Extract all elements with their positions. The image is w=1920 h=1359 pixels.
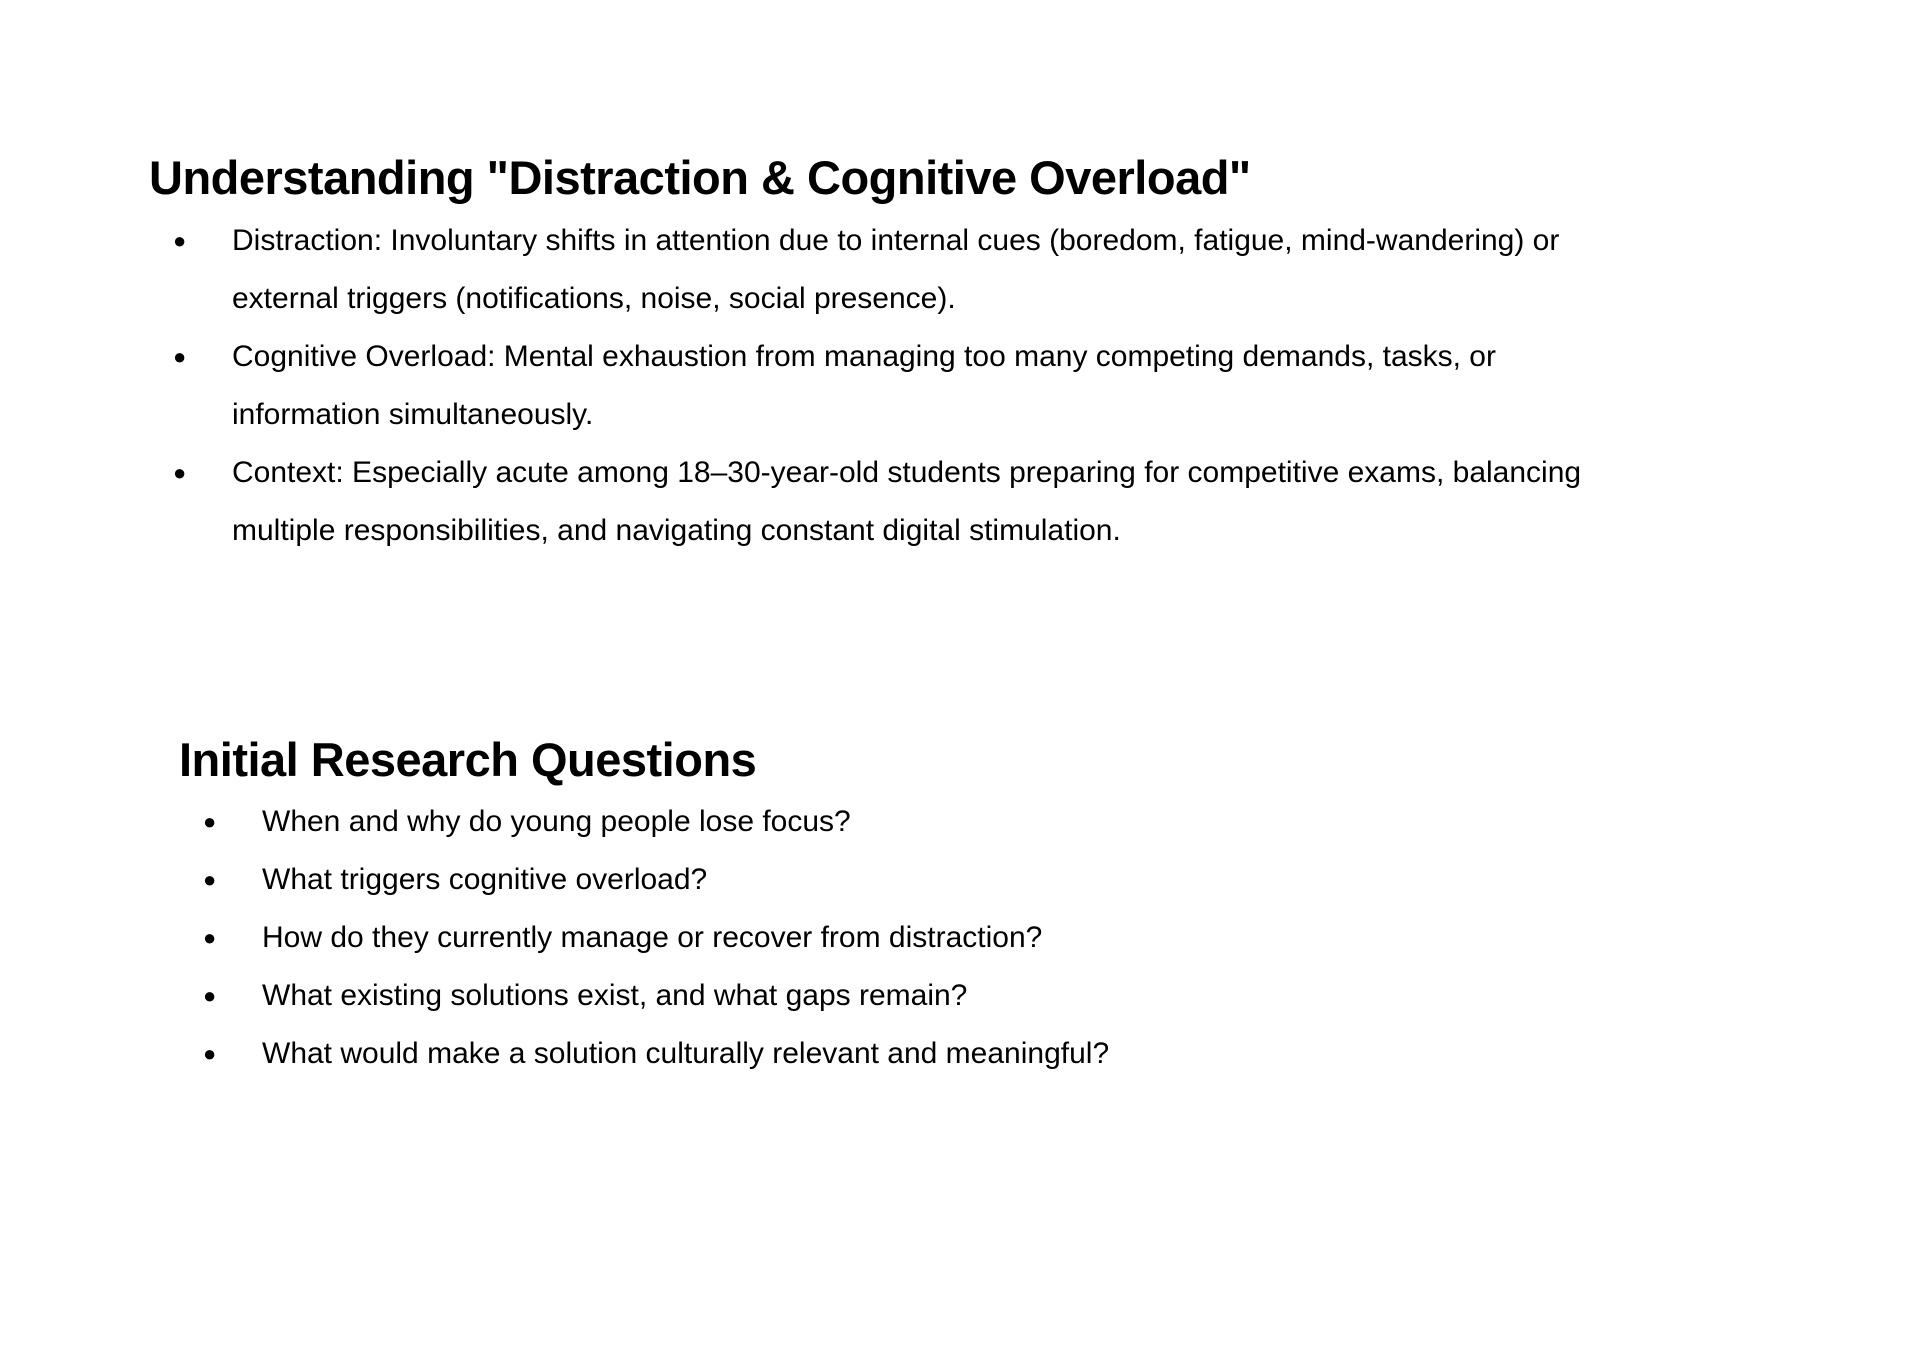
list-item-text: Context: Especially acute among 18–30-year-old students preparing for competitive exams, balancing multiple responsibilities, and navigating constant digital stimulation. [232, 456, 1582, 547]
list-item-text: When and why do young people lose focus? [262, 805, 851, 838]
bullet-icon: ● [203, 925, 217, 950]
list-item [149, 328, 1652, 444]
list-item [179, 967, 1779, 1025]
list-item [179, 1025, 1779, 1083]
list-item-text: Cognitive Overload: Mental exhaustion from managing too many competing demands, tasks, or information simultaneously. [232, 340, 1496, 431]
list-item [179, 909, 1779, 967]
research-questions-heading: Initial Research Questions [179, 733, 757, 786]
list-item-text: What existing solutions exist, and what gaps remain? [262, 979, 968, 1012]
list-item [149, 444, 1652, 560]
bullet-icon: ● [173, 228, 187, 253]
list-item [179, 793, 1779, 851]
understanding-heading: Understanding "Distraction & Cognitive Overload" [149, 151, 1251, 204]
bullet-icon: ● [203, 867, 217, 892]
bullet-icon: ● [173, 344, 187, 369]
list-item-text: How do they currently manage or recover from distraction? [262, 921, 1043, 954]
research-questions-list [179, 793, 1779, 1083]
list-item-text: Distraction: Involuntary shifts in attention due to internal cues (boredom, fatigue, mind-wandering) or external triggers (notifications, noise, social presence). [232, 224, 1560, 315]
bullet-icon: ● [203, 983, 217, 1008]
understanding-section [149, 148, 1789, 560]
list-item-text: What triggers cognitive overload? [262, 863, 708, 896]
research-questions-section [179, 730, 1779, 1083]
understanding-list [149, 212, 1789, 560]
bullet-icon: ● [203, 809, 217, 834]
bullet-icon: ● [173, 460, 187, 485]
list-item-text: What would make a solution culturally relevant and meaningful? [262, 1037, 1110, 1070]
bullet-icon: ● [203, 1041, 217, 1066]
list-item [179, 851, 1779, 909]
list-item [149, 212, 1652, 328]
